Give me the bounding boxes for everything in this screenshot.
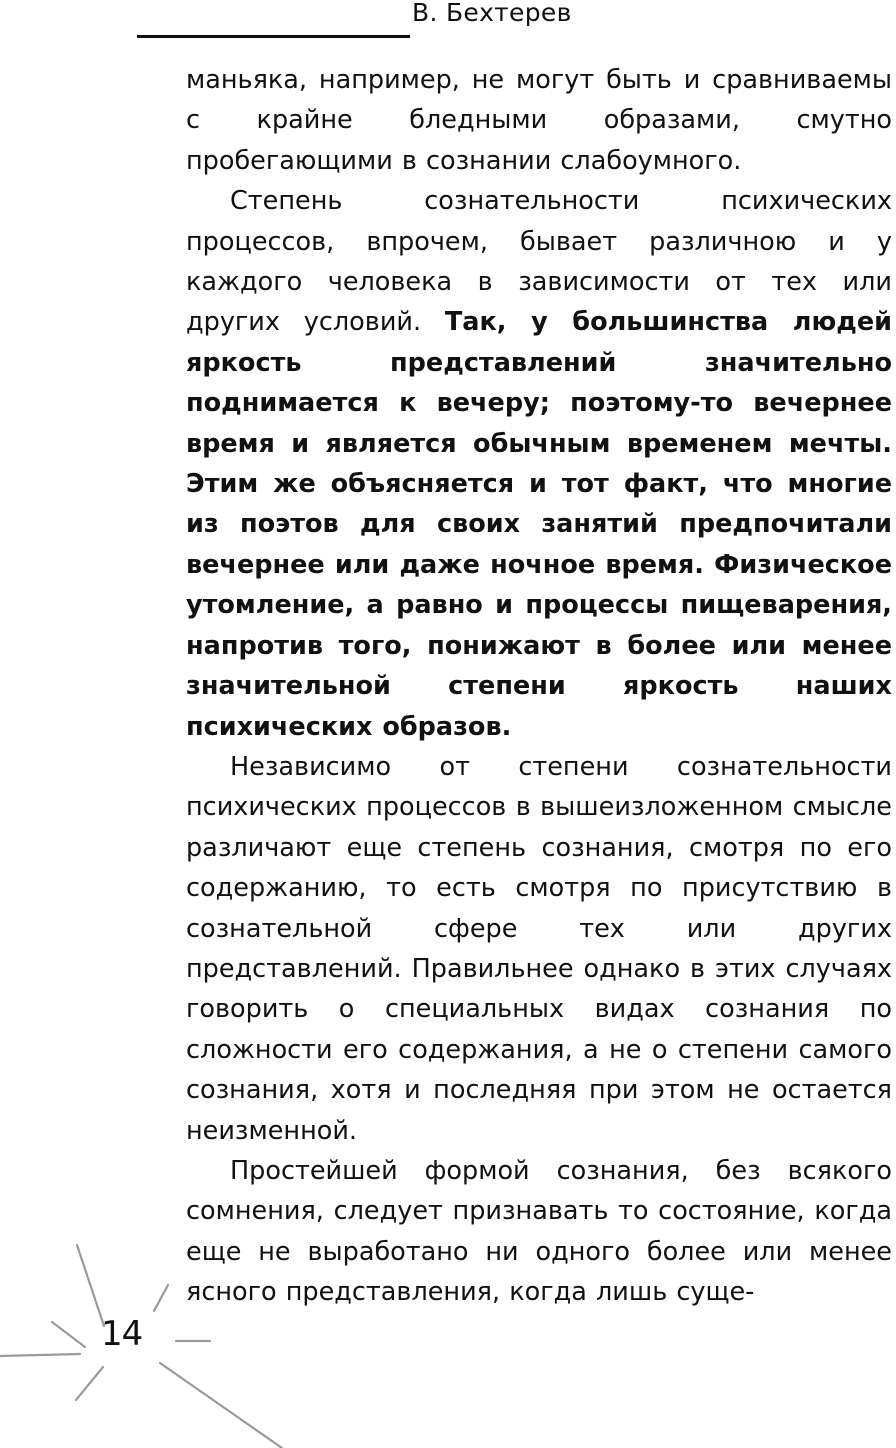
paragraph-2: [186, 181, 892, 747]
burst-ray: [76, 1367, 103, 1400]
paragraph-4: Простейшей формой сознания, без всякого сомнения, следует признавать то состояние, когда еще не выработано ни одного более или менее ясного представления, когда лишь суще-: [186, 1155, 892, 1308]
paragraph-2-regular: Степень сознательности психических процессов, впрочем, бывает различною и у каждого человека в зависимости от тех или других условий.: [186, 186, 892, 338]
paragraph-3: Независимо от степени сознательности психических процессов в вышеизложенном смысле различают еще степень сознания, смотря по его содержанию, то есть смотря по присутствию в сознательной сфере тех или других представлений. Правильнее однако в этих случаях говорить о специальных видах сознания по сложности его содержания, а не о степени самого сознания, хотя и последняя при этом не остается неизменной.: [186, 751, 892, 1146]
burst-ray: [160, 1363, 282, 1448]
burst-ray: [0, 1354, 80, 1356]
burst-ray: [52, 1322, 85, 1347]
header-rule: [137, 35, 410, 38]
text-body: [186, 60, 892, 1313]
header-author: В. Бехтерев: [412, 0, 572, 27]
burst-ray: [77, 1245, 104, 1326]
burst-ray: [154, 1285, 168, 1311]
page-number-burst-decoration: [0, 1230, 300, 1448]
page-number: 14: [101, 1314, 143, 1354]
paragraph-2-bold: Так, у большинства людей яркость представлений значительно поднимается к вечеру; поэтому-то вечернее время и является обычным временем мечты. Этим же объясняется и тот факт, что многие из поэтов для своих занятий предпочитали вечернее или даже ночное время. Физическое утомление, а равно и процессы пищеварения, напротив того, понижают в более или менее значительной степени яркость наших психических образов.: [186, 307, 892, 742]
paragraph-1: маньяка, например, не могут быть и сравниваемы с крайне бледными образами, смутно пробегающими в сознании слабоумного.: [186, 65, 892, 176]
